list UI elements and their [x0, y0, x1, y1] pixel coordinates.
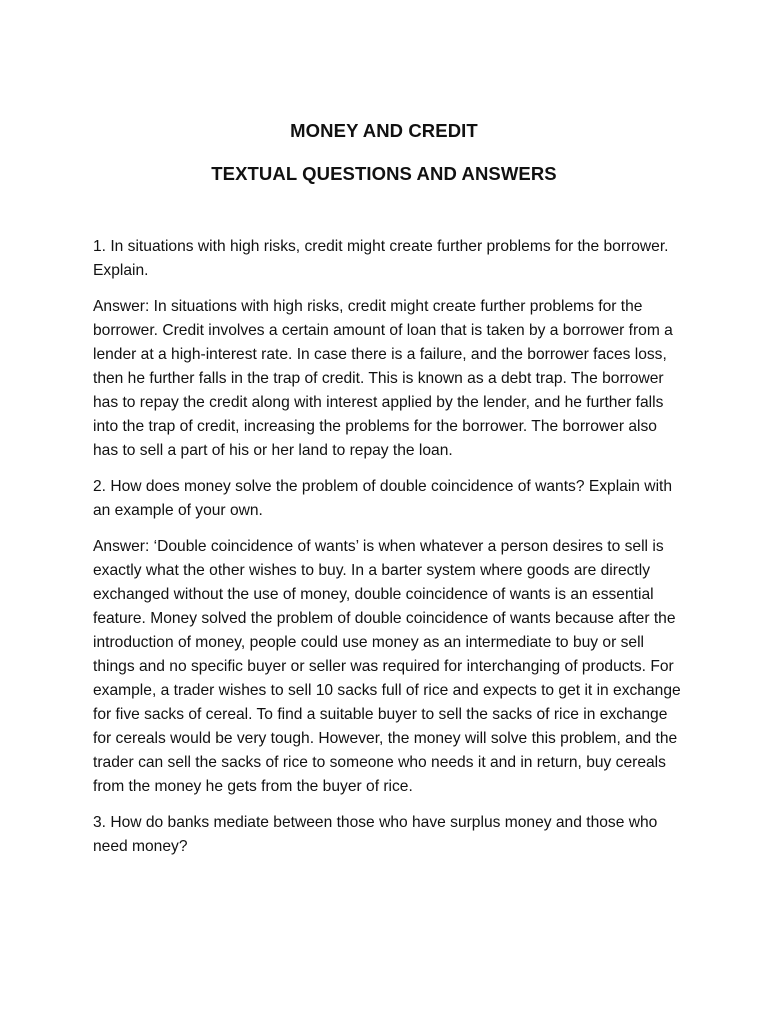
- answer-1: Answer: In situations with high risks, credit might create further problems for the borrower. Credit involves a certain amount of loan that is taken by a borrower from a lender at a high-interest rate. In case there is a failure, and the borrower faces loss, then he further falls in the trap of credit. This is known as a debt trap. The borrower has to repay the credit along with interest applied by the lender, and he further falls into the trap of credit, increasing the problems for the borrower. The borrower also has to sell a part of his or her land to repay the loan.: [93, 298, 673, 459]
- document-title: MONEY AND CREDIT: [290, 120, 478, 141]
- question-3: 3. How do banks mediate between those who have surplus money and those who need money?: [93, 814, 658, 855]
- question-1: 1. In situations with high risks, credit might create further problems for the borrower. Explain.: [93, 238, 669, 279]
- document-body: [93, 235, 683, 871]
- answer-2: Answer: ‘Double coincidence of wants’ is when whatever a person desires to sell is exactly what the other wishes to buy. In a barter system where goods are directly exchanged without the use of money, double coincidence of wants is an essential feature. Money solved the problem of double coincidence of wants because after the introduction of money, people could use money as an intermediate to buy or sell things and no specific buyer or seller was required for interchanging of products. For example, a trader wishes to sell 10 sacks full of rice and expects to get it in exchange for five sacks of cereal. To find a suitable buyer to sell the sacks of rice in exchange for cereals would be very tough. However, the money will solve this problem, and the trader can sell the sacks of rice to someone who needs it and in return, buy cereals from the money he gets from the buyer of rice.: [93, 538, 681, 795]
- question-2: 2. How does money solve the problem of double coincidence of wants? Explain with an example of your own.: [93, 478, 673, 519]
- document-subtitle: TEXTUAL QUESTIONS AND ANSWERS: [211, 163, 557, 184]
